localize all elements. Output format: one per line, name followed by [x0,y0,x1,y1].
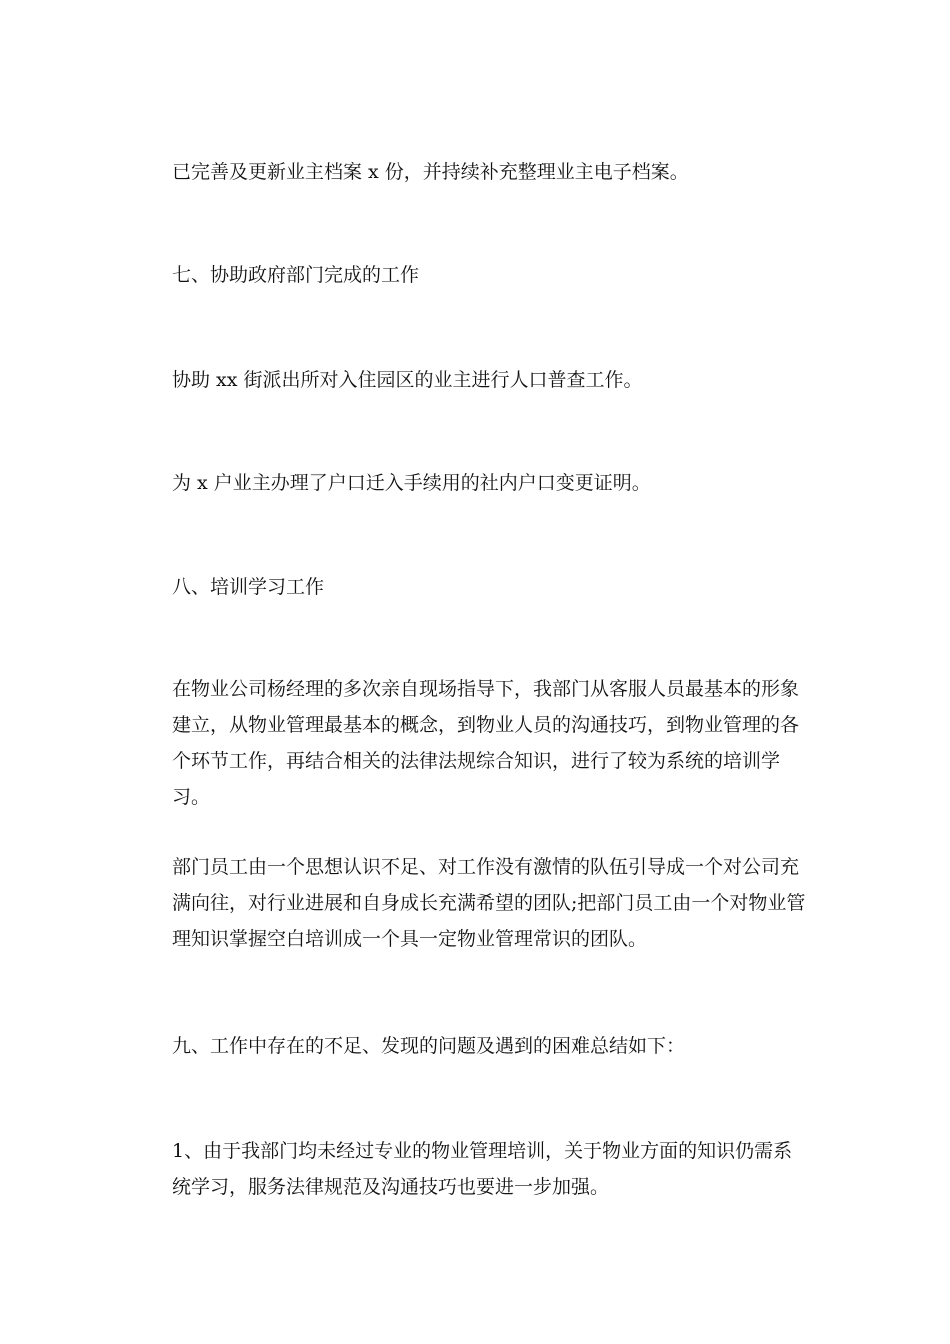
heading-section-7: 七、协助政府部门完成的工作 [172,264,420,286]
heading-section-9: 九、工作中存在的不足、发现的问题及遇到的困难总结如下： [172,1035,686,1057]
paragraph-team-building: 部门员工由一个思想认识不足、对工作没有激情的队伍引导成一个对公司充满向往，对行业进展和自身成长充满希望的团队;把部门员工由一个对物业管理知识掌握空白培训成一个具一定物业管理常识的团队。 [172,856,806,950]
heading-section-8: 八、培训学习工作 [172,576,325,598]
paragraph-shortcoming-1: 1、由于我部门均未经过专业的物业管理培训，关于物业方面的知识仍需系统学习，服务法律规范及沟通技巧也要进一步加强。 [172,1140,793,1198]
paragraph-training: 在物业公司杨经理的多次亲自现场指导下，我部门从客服人员最基本的形象建立，从物业管理最基本的概念，到物业人员的沟通技巧，到物业管理的各个环节工作，再结合相关的法律法规综合知识，进行了较为系统的培训学习。 [172,678,800,808]
paragraph-archives: 已完善及更新业主档案 x 份，并持续补充整理业主电子档案。 [172,161,689,183]
paragraph-household-registration: 为 x 户业主办理了户口迁入手续用的社内户口变更证明。 [172,472,651,494]
paragraph-census: 协助 xx 街派出所对入住园区的业主进行人口普查工作。 [172,369,643,391]
